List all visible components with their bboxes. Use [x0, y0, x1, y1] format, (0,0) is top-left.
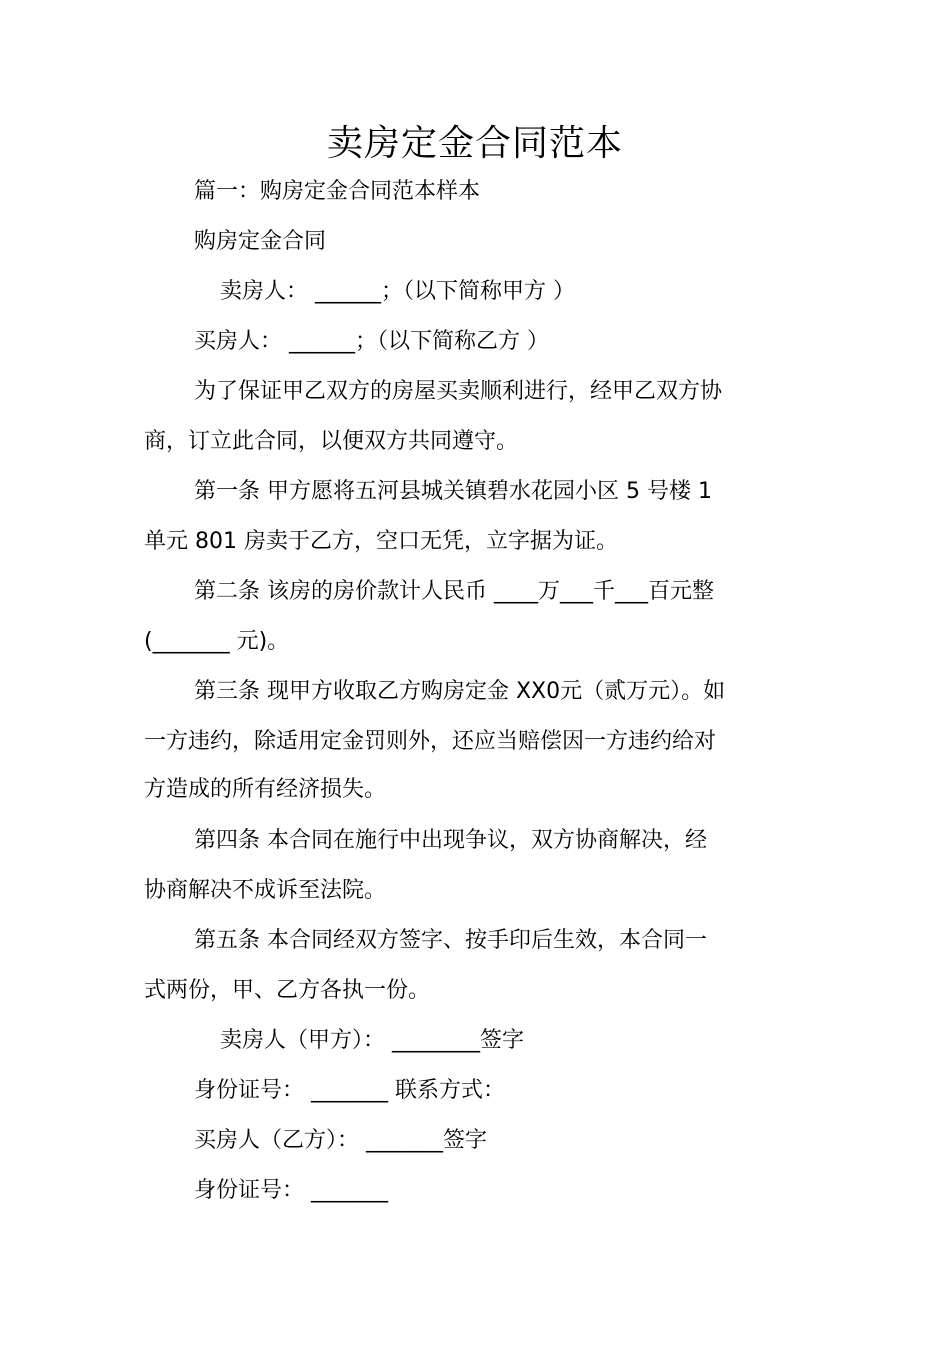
- seller-line: 卖房人： ______；（以下简称甲方 ）: [220, 279, 575, 304]
- article-3-line-1: 第三条 现甲方收取乙方购房定金 XX0元（贰万元）。如: [194, 679, 726, 704]
- document-title: 卖房定金合同范本: [326, 123, 623, 164]
- article-5-line-2: 式两份，甲、乙方各执一份。: [144, 978, 431, 1003]
- contract-heading: 购房定金合同: [194, 229, 327, 254]
- article-2-line-1: 第二条 该房的房价款计人民币 ____万___千___百元整: [194, 579, 714, 604]
- article-2-line-2: (_______ 元)。: [144, 629, 290, 654]
- preamble-line-2: 商，订立此合同，以便双方共同遵守。: [144, 429, 519, 454]
- section-heading: 篇一：购房定金合同范本样本: [194, 179, 481, 204]
- buyer-signature-line: 买房人（乙方）： _______签字: [194, 1128, 487, 1153]
- article-1-line-2: 单元 801 房卖于乙方，空口无凭，立字据为证。: [144, 529, 618, 554]
- article-5-line-1: 第五条 本合同经双方签字、按手印后生效，本合同一: [194, 928, 707, 953]
- seller-signature-line: 卖房人（甲方）： ________签字: [220, 1028, 524, 1053]
- buyer-id-line: 身份证号： _______: [194, 1178, 388, 1203]
- article-4-line-1: 第四条 本合同在施行中出现争议，双方协商解决，经: [194, 828, 707, 853]
- article-1-line-1: 第一条 甲方愿将五河县城关镇碧水花园小区 5 号楼 1: [194, 479, 712, 504]
- article-3-line-3: 方造成的所有经济损失。: [144, 777, 387, 802]
- buyer-line: 买房人： ______；（以下简称乙方 ）: [194, 329, 549, 354]
- seller-id-contact-line: 身份证号： _______ 联系方式：: [194, 1078, 505, 1103]
- article-4-line-2: 协商解决不成诉至法院。: [144, 878, 387, 903]
- article-3-line-2: 一方违约，除适用定金罚则外，还应当赔偿因一方违约给对: [144, 729, 717, 754]
- preamble-line-1: 为了保证甲乙双方的房屋买卖顺利进行，经甲乙双方协: [194, 379, 723, 404]
